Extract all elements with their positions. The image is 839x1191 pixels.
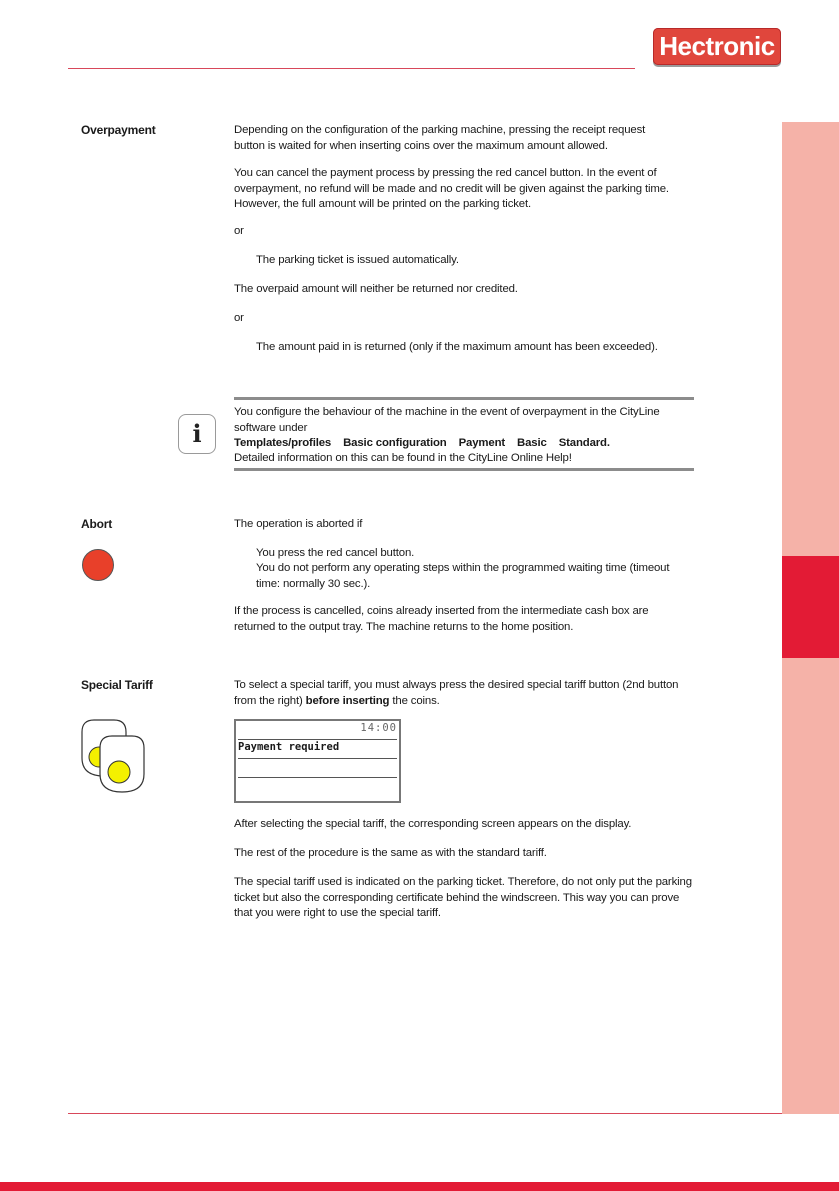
hectronic-logo: Hectronic — [653, 28, 781, 65]
overpayment-heading: Overpayment — [81, 123, 156, 137]
path-basic-configuration: Basic configuration — [343, 437, 447, 449]
path-payment: Payment — [458, 437, 506, 449]
special-tariff-buttons-icon — [80, 718, 148, 794]
header-rule — [68, 68, 635, 69]
special-p1-start: To select a special tariff, you must always press the desired special tariff button (2nd button from the right) — [234, 679, 679, 707]
special-tariff-heading: Special Tariff — [81, 678, 153, 692]
overpayment-or-2: or — [234, 312, 244, 324]
display-row-4 — [238, 779, 397, 796]
display-message: Payment required — [238, 741, 397, 759]
side-tab-light-top — [782, 122, 839, 556]
special-p1-end: the coins. — [389, 694, 440, 707]
bottom-bar — [0, 1182, 839, 1191]
side-tab-light-bottom — [782, 658, 839, 1114]
abort-item-1: You press the red cancel button. — [256, 547, 415, 559]
path-basic: Basic — [517, 437, 547, 449]
special-tariff-paragraph-1 — [234, 678, 692, 709]
overpayment-paragraph-2: You can cancel the payment process by pressing the red cancel button. In the event of overpayment, no refund will be made and no credit will be given against the parking time. However, the full amount will be printed on the parking ticket. — [234, 167, 669, 210]
note-text: You configure the behaviour of the machine in the event of overpayment in the CityLine software under — [234, 406, 660, 434]
note-bottom-rule — [234, 468, 694, 471]
path-templates: Templates/profiles — [234, 437, 332, 449]
note-help-text: Detailed information on this can be found in the CityLine Online Help! — [234, 452, 572, 464]
note-top-rule — [234, 397, 694, 400]
abort-item-2: You do not perform any operating steps within the programmed waiting time (timeout time: normally 30 sec.). — [256, 562, 670, 590]
special-p1-bold: before inserting — [305, 694, 390, 707]
abort-intro: The operation is aborted if — [234, 518, 363, 530]
abort-heading: Abort — [81, 517, 112, 531]
side-tab-active — [782, 556, 839, 658]
overpayment-item-2: The amount paid in is returned (only if the maximum amount has been exceeded). — [256, 341, 658, 353]
note-config-path — [234, 436, 694, 452]
overpayment-or-1: or — [234, 225, 244, 237]
footer-rule — [68, 1113, 782, 1114]
overpayment-paragraph-3: The overpaid amount will neither be returned nor credited. — [234, 283, 518, 295]
overpayment-paragraph-1: Depending on the configuration of the parking machine, pressing the receipt request button is waited for when inserting coins over the maximum amount allowed. — [234, 124, 646, 152]
info-icon: i — [178, 414, 216, 454]
display-screen — [234, 719, 401, 803]
red-cancel-button-icon — [82, 549, 114, 581]
abort-paragraph: If the process is cancelled, coins already inserted from the intermediate cash box are returned to the output tray. The machine returns to the home position. — [234, 605, 649, 633]
display-time: 14:00 — [238, 722, 397, 740]
special-tariff-paragraph-3: The rest of the procedure is the same as with the standard tariff. — [234, 847, 547, 859]
special-tariff-paragraph-2: After selecting the special tariff, the corresponding screen appears on the display. — [234, 818, 632, 830]
display-row-3 — [238, 760, 397, 778]
special-tariff-paragraph-4: The special tariff used is indicated on the parking ticket. Therefore, do not only put the parking ticket but also the corresponding certificate behind the windscreen. This way you can prove that you were right to use the special tariff. — [234, 876, 692, 919]
path-standard: Standard. — [558, 437, 610, 449]
overpayment-item-1: The parking ticket is issued automatically. — [256, 254, 459, 266]
